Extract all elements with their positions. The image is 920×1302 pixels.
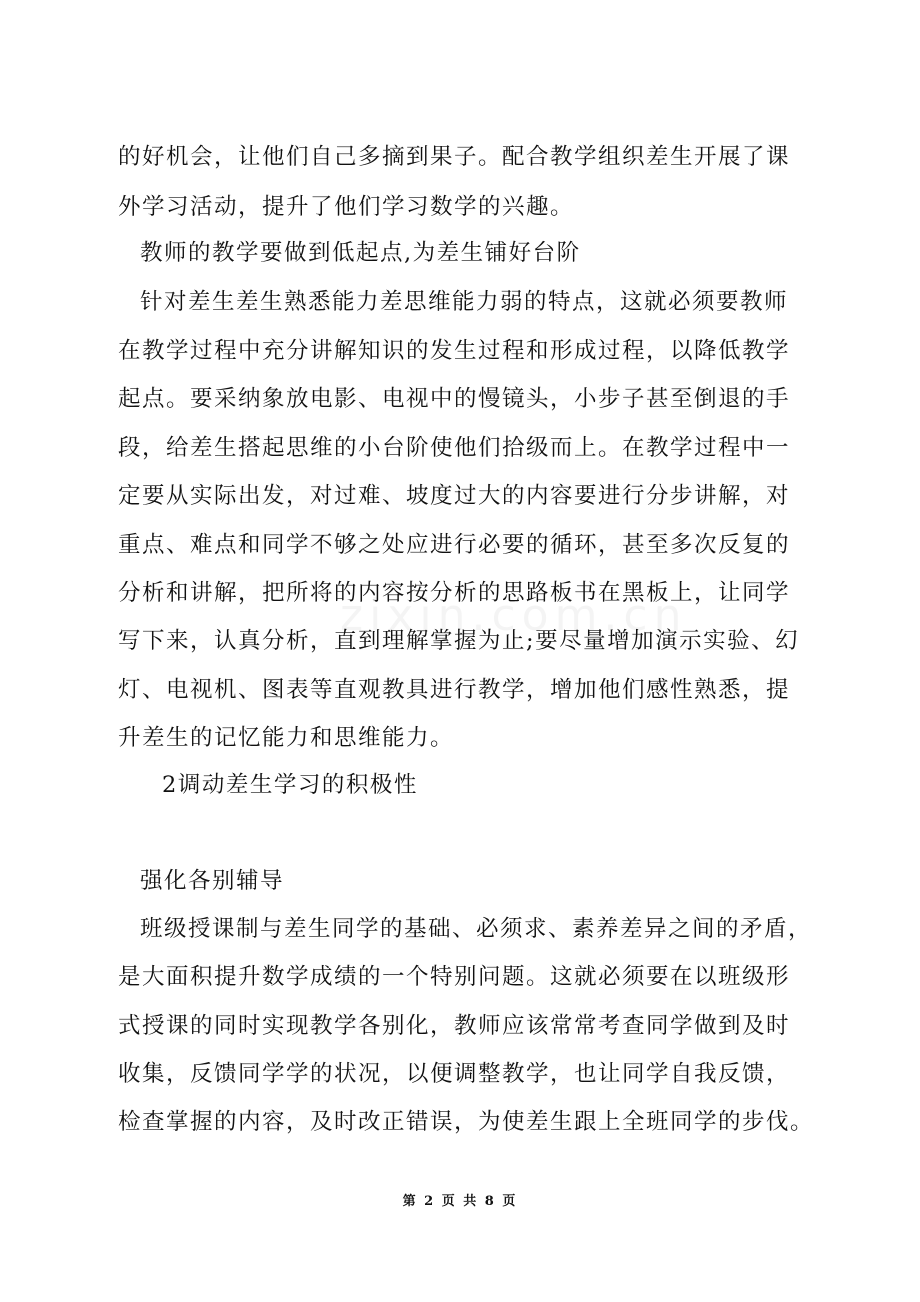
heading-low-starting-point: 教师的教学要做到低起点,为差生铺好台阶: [140, 240, 581, 266]
section-heading: 2调动差生学习的积极性: [162, 772, 418, 798]
paragraph-2-line-10: 升差生的记忆能力和思维能力。: [118, 725, 455, 751]
paragraph-3-line-3: 式授课的同时实现教学各别化，教师应该常常考查同学做到及时: [118, 1013, 791, 1039]
paragraph-1-line-2: 外学习活动，提升了他们学习数学的兴趣。: [118, 194, 575, 220]
paragraph-2-line-7: 分析和讲解，把所将的内容按分析的思路板书在黑板上，让同学: [118, 580, 791, 606]
paragraph-3-line-4: 收集，反馈同学学的状况，以便调整教学，也让同学自我反馈，: [118, 1061, 791, 1087]
heading-individual-tutoring: 强化各别辅导: [140, 868, 285, 894]
paragraph-2-line-9: 灯、电视机、图表等直观教具进行教学，增加他们感性熟悉，提: [118, 677, 791, 703]
paragraph-2-line-4: 段，给差生搭起思维的小台阶使他们拾级而上。在教学过程中一: [118, 435, 791, 461]
paragraph-2-line-6: 重点、难点和同学不够之处应进行必要的循环，甚至多次反复的: [118, 532, 791, 558]
paragraph-2-line-5: 定要从实际出发，对过难、坡度过大的内容要进行分步讲解，对: [118, 483, 791, 509]
paragraph-3-line-2: 是大面积提升数学成绩的一个特别问题。这就必须要在以班级形: [118, 964, 791, 990]
paragraph-2-line-1: 针对差生差生熟悉能力差思维能力弱的特点，这就必须要教师: [140, 289, 789, 315]
page-number-footer: 第 2 页 共 8 页: [402, 1194, 518, 1209]
paragraph-1-line-1: 的好机会，让他们自己多摘到果子。配合教学组织差生开展了课: [118, 144, 791, 170]
paragraph-2-line-2: 在教学过程中充分讲解知识的发生过程和形成过程，以降低教学: [118, 338, 791, 364]
paragraph-3-line-5: 检查掌握的内容，及时改正错误，为使差生跟上全班同学的步伐。: [118, 1109, 815, 1135]
paragraph-2-line-3: 起点。要采纳象放电影、电视中的慢镜头，小步子甚至倒退的手: [118, 386, 791, 412]
paragraph-3-line-1: 班级授课制与差生同学的基础、必须求、素养差异之间的矛盾，: [140, 916, 813, 942]
paragraph-2-line-8: 写下来，认真分析，直到理解掌握为止;要尽量增加演示实验、幻: [118, 628, 800, 654]
